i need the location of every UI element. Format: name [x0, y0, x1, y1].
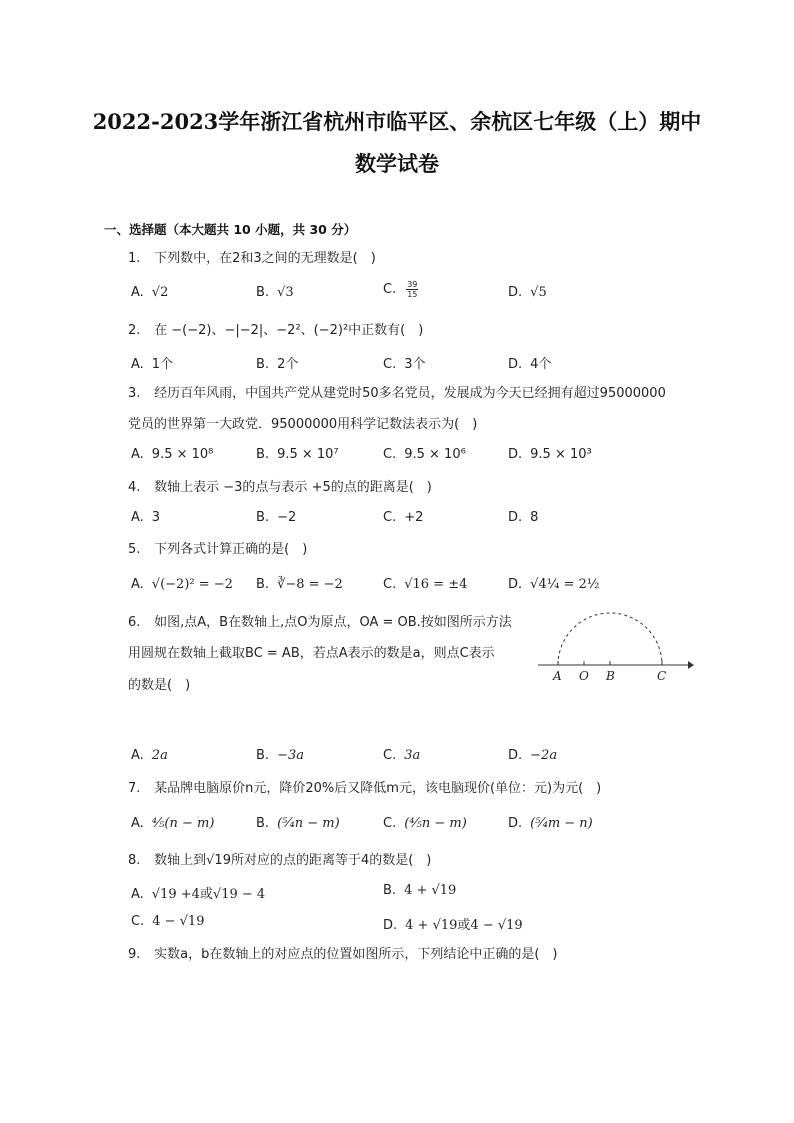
option-label: D.	[508, 285, 523, 300]
question-6-cont2	[128, 677, 190, 694]
option-4c	[383, 510, 423, 525]
option-5b	[256, 577, 343, 592]
fraction	[406, 280, 418, 299]
question-5	[128, 541, 307, 558]
option-3c	[383, 447, 466, 462]
question-number: 2.	[128, 323, 141, 338]
option-text: (⁵⁄₄m − n)	[530, 816, 593, 831]
option-text: √5	[530, 285, 547, 300]
option-text: (⁴⁄₅n − m)	[404, 816, 467, 831]
section-heading-choice: 一、选择题（本大题共 10 小题，共 30 分）	[104, 222, 357, 237]
question-text-line2: 党员的世界第一大政党．95000000用科学记数法表示为( )	[128, 417, 478, 432]
option-text: 9.5 × 10⁷	[277, 447, 339, 462]
option-4d	[508, 510, 538, 525]
option-label: B.	[256, 816, 270, 831]
question-8	[128, 852, 431, 869]
option-8d	[383, 914, 523, 933]
compass-arc	[558, 613, 662, 665]
question-7	[128, 780, 601, 797]
question-4	[128, 479, 432, 496]
option-label: B.	[256, 285, 270, 300]
option-label: D.	[508, 357, 523, 372]
exam-title-line1: 2022-2023学年浙江省杭州市临平区、余杭区七年级（上）期中	[92, 109, 702, 134]
option-label: C.	[383, 510, 397, 525]
question-text: 下列各式计算正确的是( )	[154, 542, 308, 557]
option-4a	[131, 510, 160, 525]
option-label: C.	[383, 816, 397, 831]
question-text: 下列数中，在2和3之间的无理数是( )	[154, 251, 376, 266]
question-text: 在 −(−2)、−|−2|、−2²、(−2)²中正数有( )	[154, 323, 424, 338]
label-a: A	[553, 669, 562, 683]
option-label: B.	[256, 447, 270, 462]
exam-title-line2: 数学试卷	[355, 151, 439, 176]
fraction-numerator: 39	[407, 280, 418, 289]
option-label: A.	[131, 357, 144, 372]
question-number: 7.	[128, 781, 141, 796]
option-6b	[256, 748, 304, 763]
option-text: 8	[530, 510, 539, 525]
option-label: C.	[383, 577, 397, 592]
option-2d	[508, 353, 551, 372]
option-3b	[256, 447, 339, 462]
option-label: C.	[383, 748, 397, 763]
option-text: ⁴⁄₅(n − m)	[151, 816, 215, 831]
option-5d	[508, 577, 599, 592]
option-label: C.	[383, 357, 397, 372]
question-6	[128, 614, 512, 631]
option-6c	[383, 748, 420, 763]
option-label: A.	[131, 816, 144, 831]
option-8a	[131, 883, 265, 902]
option-label: B.	[383, 883, 397, 898]
option-text: 9.5 × 10⁸	[151, 447, 214, 462]
option-label: D.	[508, 577, 523, 592]
question-number: 1.	[128, 251, 141, 266]
option-8c	[131, 914, 204, 929]
option-1a	[131, 285, 168, 300]
option-text: √(−2)² = −2	[151, 577, 233, 592]
question-text-line1: 如图,点A，B在数轴上,点O为原点，OA = OB.按如图所示方法	[154, 615, 512, 630]
option-label: B.	[256, 357, 270, 372]
option-text: √4¼ = 2½	[530, 577, 600, 592]
option-3d	[508, 447, 592, 462]
question-text: 实数a，b在数轴上的对应点的位置如图所示，下列结论中正确的是( )	[154, 947, 558, 962]
option-text: √3	[277, 285, 294, 300]
option-label: C.	[131, 914, 145, 929]
option-label: A.	[131, 447, 144, 462]
option-text: ∛−8 = −2	[277, 577, 343, 592]
axis-arrow	[688, 661, 694, 669]
question-text: 数轴上到√19所对应的点的距离等于4的数是( )	[154, 853, 432, 868]
question-number: 3.	[128, 386, 141, 401]
option-2b	[256, 353, 298, 372]
option-text: √16 = ±4	[404, 577, 468, 592]
option-8b	[383, 883, 456, 898]
number-line-figure	[530, 605, 695, 685]
option-text: 1个	[151, 357, 174, 372]
option-7b	[256, 816, 340, 831]
option-label: A.	[131, 285, 144, 300]
option-text: −2	[277, 510, 297, 525]
question-number: 4.	[128, 480, 141, 495]
option-6d	[508, 748, 557, 763]
option-1c	[383, 280, 420, 299]
option-text: 4 − √19	[152, 914, 205, 929]
question-9	[128, 946, 558, 963]
question-text-line3: 的数是( )	[128, 678, 191, 693]
question-2	[128, 322, 423, 339]
option-text: 9.5 × 10³	[530, 447, 592, 462]
question-text: 某品牌电脑原价n元，降价20%后又降低m元，该电脑现价(单位：元)为元( )	[154, 781, 602, 796]
option-2a	[131, 353, 173, 372]
option-text: 3	[151, 510, 161, 525]
fraction-denominator: 15	[407, 290, 418, 299]
option-label: B.	[256, 748, 270, 763]
option-text: 2个	[277, 357, 299, 372]
question-number: 6.	[128, 615, 141, 630]
option-1b	[256, 285, 294, 300]
option-label: D.	[508, 816, 523, 831]
question-1	[128, 250, 376, 267]
question-number: 5.	[128, 542, 141, 557]
option-text: 4 + √19	[404, 883, 457, 898]
option-label: A.	[131, 887, 144, 902]
option-text: √19 +4或√19 − 4	[151, 887, 266, 902]
option-6a	[131, 748, 168, 763]
option-7a	[131, 816, 214, 831]
option-label: A.	[131, 510, 144, 525]
option-3a	[131, 447, 213, 462]
option-label: D.	[383, 918, 398, 933]
question-6-cont	[128, 645, 495, 662]
option-text: 3个	[404, 357, 426, 372]
label-b: B	[606, 669, 615, 683]
option-2c	[383, 353, 426, 372]
option-label: D.	[508, 447, 523, 462]
option-text: −2a	[530, 748, 558, 763]
option-label: A.	[131, 577, 144, 592]
option-text: 9.5 × 10⁶	[404, 447, 466, 462]
question-3	[128, 385, 666, 402]
option-text: +2	[404, 510, 424, 525]
option-label: B.	[256, 577, 270, 592]
option-7c	[383, 816, 467, 831]
option-text: 4个	[530, 357, 552, 372]
question-3-cont	[128, 416, 477, 433]
option-text: (⁵⁄₄n − m)	[277, 816, 340, 831]
option-1d	[508, 285, 547, 300]
option-label: D.	[508, 510, 523, 525]
option-label: C.	[383, 447, 397, 462]
question-number: 9.	[128, 947, 141, 962]
label-c: C	[657, 669, 667, 683]
question-text-line2: 用圆规在数轴上截取BC = AB，若点A表示的数是a，则点C表示	[128, 646, 495, 661]
option-label: A.	[131, 748, 144, 763]
option-text: −3a	[277, 748, 304, 763]
option-5c	[383, 577, 467, 592]
option-4b	[256, 510, 296, 525]
option-label: B.	[256, 510, 270, 525]
label-o: O	[579, 669, 589, 683]
question-text-line1: 经历百年风雨，中国共产党从建党时50多名党员，发展成为今天已经拥有超过95000000	[154, 386, 666, 401]
option-text: √2	[151, 285, 169, 300]
option-text: 3a	[404, 748, 421, 763]
option-5a	[131, 577, 233, 592]
question-number: 8.	[128, 853, 141, 868]
option-label: C.	[383, 282, 397, 297]
option-7d	[508, 816, 593, 831]
option-text: 2a	[151, 748, 168, 763]
option-label: D.	[508, 748, 523, 763]
question-text: 数轴上表示 −3的点与表示 +5的点的距离是( )	[154, 480, 432, 495]
option-text: 4 + √19或4 − √19	[405, 918, 523, 933]
